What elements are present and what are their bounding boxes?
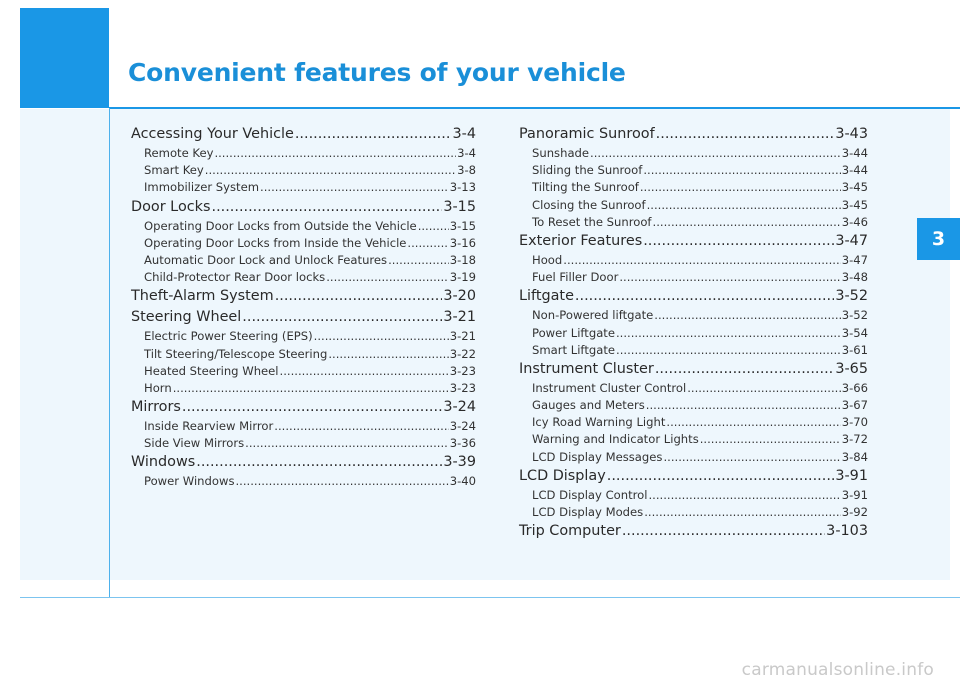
toc-entry-page: 3-23 [449,363,476,378]
toc-entry-page: 3-4 [452,126,476,142]
toc-dot-leader [173,380,449,397]
toc-entry-page: 3-91 [841,487,868,502]
toc-column-right [519,124,868,542]
toc-dot-leader [280,363,449,380]
toc-subsection-entry[interactable] [131,162,476,179]
toc-entry-page: 3-52 [841,308,868,323]
toc-dot-leader [619,269,840,286]
toc-entry-title: Horn [144,380,172,395]
toc-section-entry[interactable] [519,359,868,380]
toc-dot-leader [242,307,442,328]
toc-dot-leader [653,214,841,231]
toc-entry-page: 3-40 [449,474,476,489]
toc-entry-title: Automatic Door Lock and Unlock Features [144,252,388,267]
toc-entry-title: Closing the Sunroof [532,197,646,212]
toc-dot-leader [418,218,449,235]
toc-entry-title: Mirrors [131,399,181,416]
margin-divider [109,108,110,598]
toc-entry-title: Inside Rearview Mirror [144,419,274,434]
toc-entry-page: 3-44 [841,146,868,160]
toc-entry-page: 3-52 [835,288,868,305]
toc-dot-leader [640,179,841,196]
toc-entry-title: Liftgate [519,288,574,305]
toc-section-entry[interactable] [519,231,868,252]
toc-entry-title: Gauges and Meters [532,398,645,413]
toc-entry-title: Power Liftgate [532,325,615,340]
toc-entry-page: 3-44 [841,163,868,178]
toc-subsection-entry[interactable] [131,435,476,452]
toc-entry-page: 3-24 [449,419,476,434]
toc-entry-page: 3-103 [826,523,868,540]
toc-subsection-entry[interactable] [131,418,476,435]
toc-subsection-entry[interactable] [131,145,476,162]
toc-entry-page: 3-65 [835,360,868,377]
toc-subsection-entry[interactable] [131,218,476,235]
toc-entry-page: 3-91 [835,467,868,484]
toc-entry-page: 3-54 [841,325,868,340]
toc-subsection-entry[interactable] [519,504,868,521]
toc-subsection-entry[interactable] [519,145,868,162]
toc-entry-title: Smart Liftgate [532,342,616,357]
toc-column-left [131,124,476,491]
toc-entry-page: 3-4 [457,146,476,160]
toc-entry-page: 3-70 [841,415,868,430]
toc-dot-leader [644,504,840,521]
toc-subsection-entry[interactable] [131,269,476,286]
toc-entry-page: 3-84 [841,449,868,464]
toc-entry-title: Operating Door Locks from Outside the Vehicle [144,218,417,233]
toc-entry-title: Theft-Alarm System [131,288,274,305]
toc-entry-page: 3-36 [449,436,476,451]
toc-dot-leader [643,231,834,252]
toc-entry-page: 3-66 [841,380,868,395]
toc-entry-page: 3-43 [835,126,868,142]
header-color-block [20,8,109,108]
toc-entry-title: Immobilizer System [144,180,260,195]
toc-dot-leader [700,431,841,448]
toc-entry-title: Side View Mirrors [144,436,245,451]
toc-entry-title: To Reset the Sunroof [532,214,652,229]
toc-entry-page: 3-23 [449,380,476,395]
toc-entry-title: Instrument Cluster Control [532,380,687,395]
toc-dot-leader [196,452,442,473]
toc-dot-leader [563,252,840,269]
toc-entry-page: 3-72 [841,432,868,447]
toc-subsection-entry[interactable] [131,363,476,380]
toc-subsection-entry[interactable] [519,252,868,269]
toc-dot-leader [214,145,456,162]
toc-dot-leader [622,521,825,542]
toc-entry-page: 3-21 [443,309,476,326]
toc-entry-title: LCD Display Modes [532,505,644,519]
toc-dot-leader [212,197,443,218]
toc-dot-leader [205,162,456,179]
toc-subsection-entry[interactable] [519,380,868,397]
toc-dot-leader [616,325,841,342]
toc-entry-title: Warning and Indicator Lights [532,432,699,447]
toc-subsection-entry[interactable] [519,325,868,342]
toc-entry-title: Tilt Steering/Telescope Steering [144,346,328,361]
toc-entry-page: 3-45 [841,197,868,212]
toc-entry-page: 3-21 [449,329,476,344]
toc-subsection-entry[interactable] [131,473,476,490]
toc-entry-title: Heated Steering Wheel [144,363,279,378]
toc-dot-leader [656,124,835,145]
toc-section-entry[interactable] [519,124,868,145]
toc-dot-leader [646,397,841,414]
toc-entry-page: 3-67 [841,398,868,413]
toc-entry-title: Sunshade [532,146,590,160]
toc-entry-page: 3-22 [449,346,476,361]
toc-subsection-entry[interactable] [519,307,868,324]
toc-section-entry[interactable] [131,307,476,328]
toc-entry-page: 3-47 [835,232,868,249]
toc-dot-leader [663,449,840,466]
toc-entry-page: 3-15 [443,198,476,215]
toc-entry-title: Door Locks [131,198,211,215]
chapter-tab[interactable]: 3 [917,218,960,260]
toc-dot-leader [388,252,449,269]
toc-subsection-entry[interactable] [131,179,476,196]
toc-subsection-entry[interactable] [519,214,868,231]
toc-entry-page: 3-18 [449,252,476,267]
toc-entry-title: Icy Road Warning Light [532,415,666,430]
page-title: Convenient features of your vehicle [128,58,626,87]
toc-section-entry[interactable] [131,397,476,418]
toc-subsection-entry[interactable] [131,328,476,345]
toc-entry-title: LCD Display Control [532,487,648,502]
toc-dot-leader [643,162,840,179]
toc-dot-leader [647,197,841,214]
toc-dot-leader [326,269,448,286]
toc-entry-page: 3-39 [443,454,476,471]
toc-section-entry[interactable] [131,124,476,145]
toc-entry-title: Windows [131,454,196,471]
toc-dot-leader [260,179,449,196]
toc-entry-page: 3-8 [457,163,476,178]
toc-dot-leader [275,286,443,307]
toc-entry-title: Sliding the Sunroof [532,163,643,178]
toc-subsection-entry[interactable] [519,431,868,448]
toc-entry-page: 3-45 [841,180,868,195]
toc-dot-leader [407,235,448,252]
toc-subsection-entry[interactable] [519,269,868,286]
toc-subsection-entry[interactable] [519,197,868,214]
toc-entry-title: Panoramic Sunroof [519,126,655,142]
toc-entry-title: Child-Protector Rear Door locks [144,270,326,285]
toc-section-entry[interactable] [131,452,476,473]
toc-entry-title: Trip Computer [519,523,621,540]
toc-entry-title: Fuel Filler Door [532,270,619,285]
toc-entry-page: 3-16 [449,235,476,250]
toc-entry-title: Accessing Your Vehicle [131,126,294,142]
toc-entry-title: Instrument Cluster [519,360,654,377]
toc-subsection-entry[interactable] [519,342,868,359]
toc-subsection-entry[interactable] [519,414,868,431]
footer-divider [20,597,960,598]
toc-entry-page: 3-20 [443,288,476,305]
toc-entry-title: Exterior Features [519,232,643,249]
toc-dot-leader [328,346,448,363]
toc-dot-leader [590,145,841,162]
toc-entry-title: Steering Wheel [131,309,242,326]
toc-entry-page: 3-46 [841,214,868,229]
toc-subsection-entry[interactable] [519,449,868,466]
toc-dot-leader [575,286,834,307]
toc-subsection-entry[interactable] [519,397,868,414]
toc-entry-page: 3-92 [841,505,868,519]
toc-subsection-entry[interactable] [519,487,868,504]
toc-entry-title: LCD Display Messages [532,449,663,464]
toc-entry-page: 3-24 [443,399,476,416]
toc-subsection-entry[interactable] [131,346,476,363]
toc-section-entry[interactable] [131,286,476,307]
toc-entry-title: Operating Door Locks from Inside the Vehicle [144,235,407,250]
toc-dot-leader [274,418,448,435]
toc-entry-title: Non-Powered liftgate [532,308,654,323]
toc-dot-leader [236,473,449,490]
toc-entry-page: 3-47 [841,252,868,267]
toc-entry-title: Hood [532,252,563,267]
toc-entry-title: Remote Key [144,146,214,160]
toc-dot-leader [687,380,840,397]
toc-entry-title: LCD Display [519,467,606,484]
toc-dot-leader [295,124,452,145]
toc-entry-title: Tilting the Sunroof [532,180,639,195]
toc-dot-leader [245,435,449,452]
toc-section-entry[interactable] [519,466,868,487]
toc-subsection-entry[interactable] [131,235,476,252]
toc-dot-leader [654,307,840,324]
toc-dot-leader [616,342,841,359]
toc-dot-leader [182,397,442,418]
toc-dot-leader [314,328,449,345]
toc-entry-page: 3-61 [841,342,868,357]
watermark: carmanualsonline.info [741,660,934,680]
toc-subsection-entry[interactable] [131,252,476,269]
toc-subsection-entry[interactable] [519,179,868,196]
toc-entry-title: Smart Key [144,163,204,178]
toc-entry-page: 3-15 [449,218,476,233]
toc-dot-leader [607,466,835,487]
toc-section-entry[interactable] [131,197,476,218]
toc-section-entry[interactable] [519,286,868,307]
toc-subsection-entry[interactable] [519,162,868,179]
toc-entry-title: Electric Power Steering (EPS) [144,329,313,344]
toc-entry-title: Power Windows [144,474,235,489]
toc-entry-page: 3-48 [841,270,868,285]
toc-dot-leader [666,414,840,431]
toc-entry-page: 3-13 [449,180,476,195]
toc-dot-leader [649,487,841,504]
toc-entry-page: 3-19 [449,270,476,285]
toc-dot-leader [655,359,835,380]
toc-subsection-entry[interactable] [131,380,476,397]
toc-section-entry[interactable] [519,521,868,542]
